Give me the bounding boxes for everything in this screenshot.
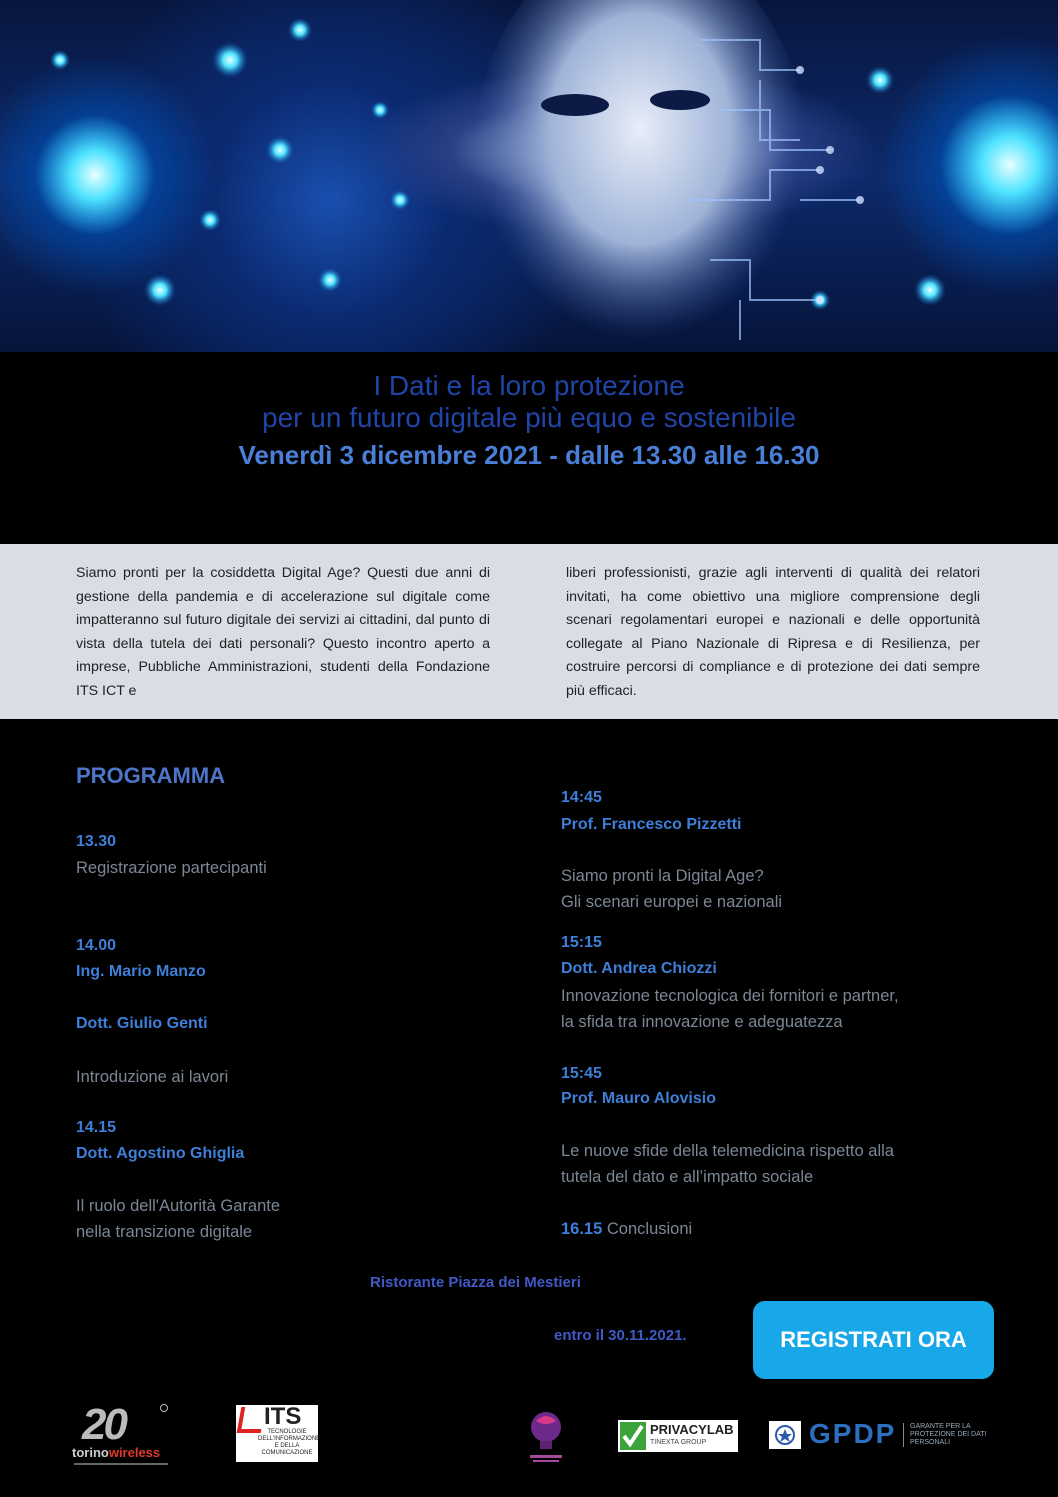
torino-wireless-name-a: torino — [72, 1445, 109, 1460]
session-text: Siamo pronti la Digital Age? — [561, 867, 764, 885]
lightbulb-icon — [524, 1407, 568, 1465]
deadline-label: entro il 30.11.2021. — [554, 1327, 687, 1344]
intro-text-left: Siamo pronti per la cosiddetta Digital Age? Questi due anni di gestione della pandemia e di accelerazione sul digitale come impatteranno sul futuro digitale dei servizi ai cittadini, dal punto di vista della tutela dei dati personali? Questo incontro aperto a imprese, Pubbliche Amministrazioni, studenti della Fondazione ITS ICT e — [76, 565, 490, 699]
degree-icon — [160, 1404, 168, 1412]
session-time: 13.30 — [76, 833, 117, 850]
torino-wireless-logo[interactable] — [72, 1400, 172, 1470]
program-heading: PROGRAMMA — [76, 763, 226, 788]
session-time: 15:45 — [561, 1065, 602, 1082]
closing-session — [561, 1216, 692, 1242]
session-text: Gli scenari europei e nazionali — [561, 893, 783, 911]
session-text: la sfida tra innovazione e adeguatezza — [561, 1013, 843, 1031]
gpdp-wordmark: GPDP — [809, 1418, 897, 1449]
session-text: Innovazione tecnologica dei fornitori e partner, — [561, 987, 899, 1005]
session-text: nella transizione digitale — [76, 1223, 253, 1241]
torino-wireless-number: 20 — [82, 1400, 125, 1449]
register-button[interactable]: REGISTRATI ORA — [753, 1301, 994, 1379]
intro-band — [0, 544, 1058, 719]
privacylab-subtitle: TINEXTA GROUP — [650, 1439, 707, 1446]
innovation-lightbulb-logo[interactable] — [524, 1407, 568, 1465]
event-title-line1: I Dati e la loro protezione — [373, 370, 685, 401]
session-time: 14.00 — [76, 937, 117, 954]
session-text: Il ruolo dell'Autorità Garante — [76, 1197, 281, 1215]
title-block — [0, 352, 1058, 544]
privacylab-wordmark: PRIVACYLAB — [650, 1422, 734, 1437]
session-text: Introduzione ai lavori — [76, 1068, 229, 1086]
session-time: 16.15 — [561, 1220, 603, 1238]
logo-divider — [903, 1423, 904, 1447]
speaker-name: Ing. Mario Manzo — [76, 963, 206, 980]
torino-wireless-name-b: wireless — [108, 1445, 161, 1460]
session-time: 14.15 — [76, 1119, 117, 1136]
event-date: Venerdì 3 dicembre 2021 - dalle 13.30 alle 16.30 — [238, 440, 820, 470]
event-title-line2: per un futuro digitale più equo e sostenibile — [262, 402, 796, 433]
its-ict-logo[interactable] — [236, 1403, 321, 1462]
speaker-name: Prof. Mauro Alovisio — [561, 1090, 716, 1107]
torino-wireless-wordmark — [72, 1445, 160, 1460]
speaker-name: Dott. Agostino Ghiglia — [76, 1145, 245, 1162]
session-time: 14:45 — [561, 789, 602, 806]
its-subtitle: TECNOLOGIE DELL'INFORMAZIONE E DELLA COMUNICAZIONE — [258, 1429, 321, 1456]
its-wordmark: ITS — [264, 1403, 302, 1430]
venue-label: Ristorante Piazza dei Mestieri — [370, 1274, 581, 1291]
speaker-name: Prof. Francesco Pizzetti — [561, 816, 742, 833]
gpdp-subtitle: GARANTE PER LA PROTEZIONE DEI DATI PERSONALI — [910, 1423, 987, 1446]
session-text: Conclusioni — [606, 1220, 693, 1238]
checkmark-icon — [620, 1422, 646, 1450]
intro-text-right: liberi professionisti, grazie agli interventi di qualità dei relatori invitati, ha come obiettivo una migliore comprensione degli scenari regolamentari europei e nazionali e delle opportunità collegate al Piano Nazionale di Ripresa e di Resilienza, per costruire percorsi di compliance e di protezione dei dati sempre più efficaci. — [566, 565, 980, 699]
circuit-face-illustration — [0, 0, 1058, 352]
session-text: Registrazione partecipanti — [76, 859, 267, 877]
session-text: Le nuove sfide della telemedicina rispetto alla — [561, 1142, 894, 1160]
gpdp-logo[interactable] — [769, 1418, 995, 1449]
logo-divider — [74, 1463, 168, 1465]
speaker-name: Dott. Andrea Chiozzi — [561, 960, 717, 977]
speaker-name: Dott. Giulio Genti — [76, 1015, 208, 1032]
session-text: tutela del dato e all’impatto sociale — [561, 1168, 814, 1186]
hero-image — [0, 0, 1058, 352]
emblem-icon — [769, 1421, 801, 1449]
privacylab-logo[interactable] — [618, 1420, 738, 1452]
session-time: 15:15 — [561, 934, 602, 951]
